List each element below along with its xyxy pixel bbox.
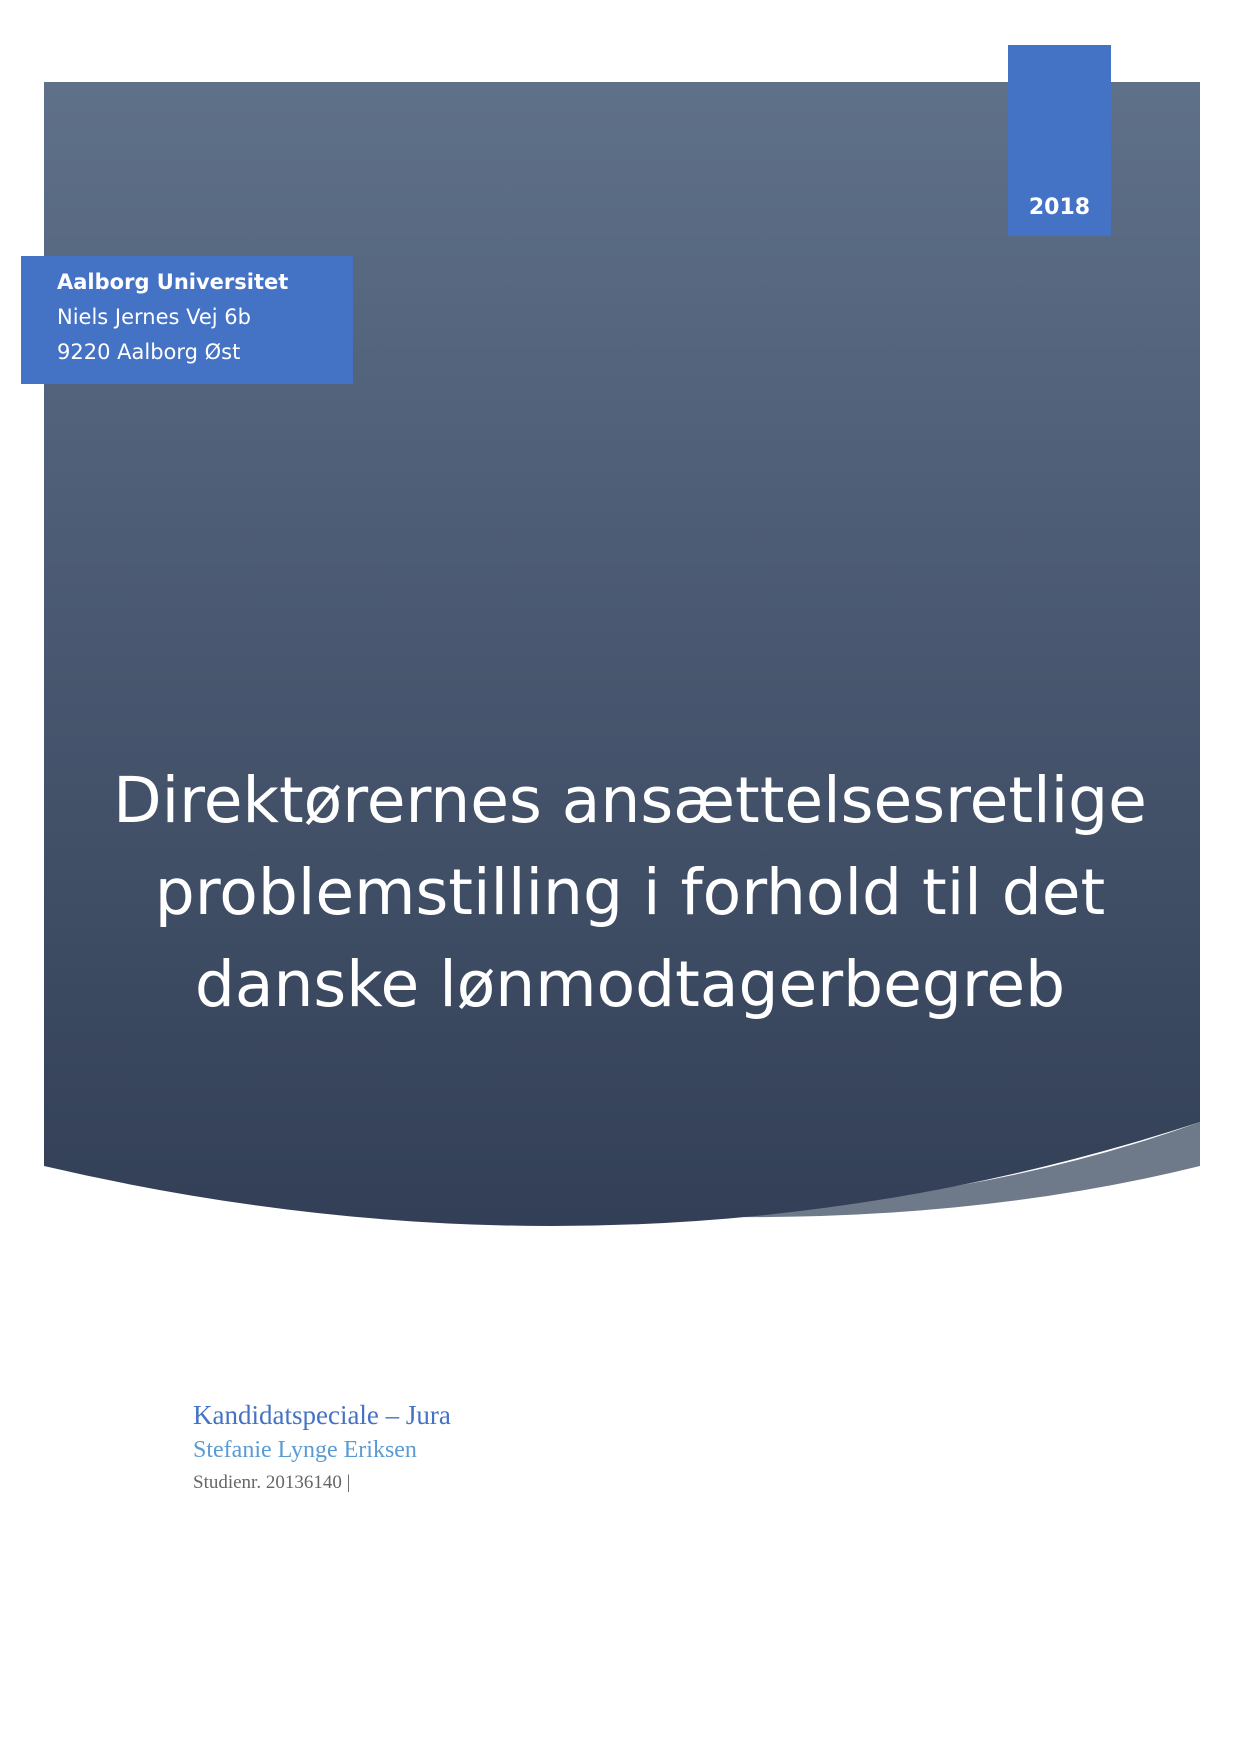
cover-panel [44,82,1200,1226]
document-subtitle: Kandidatspeciale – Jura [193,1400,451,1430]
year-badge [1008,45,1111,236]
university-box [21,256,353,384]
university-name: Aalborg Universitet [57,270,289,294]
university-city: 9220 Aalborg Øst [57,340,241,364]
title-line: problemstilling i forhold til det [154,856,1106,929]
document-meta [193,1397,451,1499]
title-line: Direktørernes ansættelsesretlige [113,764,1147,837]
author-name: Stefanie Lynge Eriksen [193,1437,417,1463]
title-line: danske lønmodtagerbegreb [194,948,1066,1021]
student-number: Studienr. 20136140 | [193,1472,351,1493]
university-street: Niels Jernes Vej 6b [57,305,251,329]
year-text: 2018 [1028,195,1091,220]
document-title [80,755,1180,1031]
